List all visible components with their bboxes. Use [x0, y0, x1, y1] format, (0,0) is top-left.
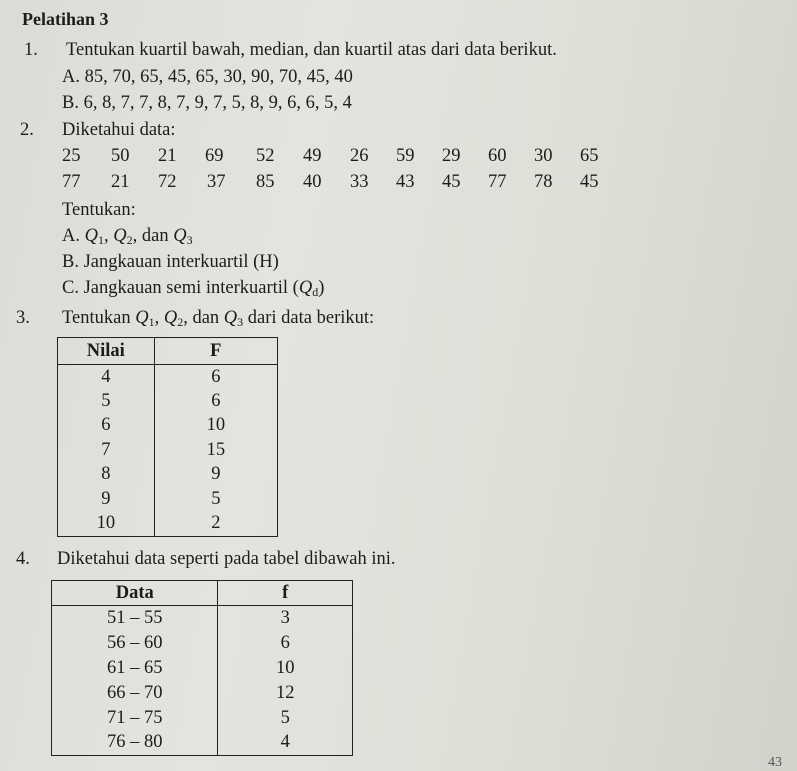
- q-symbol: Q: [84, 226, 98, 246]
- table-row: [52, 681, 353, 706]
- comma: ,: [104, 226, 114, 246]
- data-value: 69: [205, 146, 224, 166]
- header-f: F: [154, 338, 277, 365]
- table-row: [58, 365, 278, 390]
- table-row: [58, 463, 278, 488]
- q3-text: [62, 308, 374, 330]
- interval-cell: 66 – 70: [52, 681, 218, 706]
- option-c-suffix: ): [318, 278, 325, 298]
- f-cell: 3: [218, 606, 353, 631]
- header-nilai: Nilai: [58, 338, 155, 365]
- q2-number: 2.: [20, 120, 34, 140]
- f-cell: 6: [154, 389, 277, 414]
- nilai-cell: 6: [58, 414, 155, 439]
- f-cell: 10: [218, 656, 353, 681]
- table-row: [52, 731, 353, 756]
- q3-number: 3.: [16, 308, 30, 328]
- data-value: 25: [62, 146, 81, 166]
- f-cell: 9: [154, 463, 277, 488]
- interval-cell: 51 – 55: [52, 606, 218, 631]
- table-row: [58, 438, 278, 463]
- f-cell: 2: [154, 512, 277, 537]
- header-f: f: [218, 581, 353, 606]
- q3-prefix: Tentukan: [62, 308, 136, 328]
- data-value: 85: [256, 172, 275, 192]
- q3-table: [57, 337, 278, 537]
- f-cell: 15: [154, 438, 277, 463]
- q-symbol: Q: [223, 308, 238, 328]
- data-value: 37: [207, 172, 226, 192]
- option-a-prefix: A.: [62, 226, 80, 246]
- q-symbol: Q: [173, 226, 187, 246]
- q-subscript: 2: [177, 315, 184, 329]
- interval-cell: 76 – 80: [52, 731, 218, 756]
- option-c-prefix: C. Jangkauan semi interkuartil (: [62, 278, 299, 298]
- f-cell: 5: [218, 706, 353, 731]
- dan-text: , dan: [132, 226, 174, 246]
- nilai-cell: 7: [58, 438, 155, 463]
- table-row: [52, 706, 353, 731]
- f-cell: 6: [154, 365, 277, 390]
- data-value: 29: [442, 146, 461, 166]
- data-value: 78: [534, 172, 553, 192]
- data-value: 43: [396, 172, 415, 192]
- data-value: 77: [62, 172, 81, 192]
- page-number: 43: [768, 755, 782, 770]
- data-value: 45: [442, 172, 461, 192]
- table-row: [58, 414, 278, 439]
- nilai-cell: 4: [58, 365, 155, 390]
- data-value: 45: [580, 172, 599, 192]
- table-row: [58, 512, 278, 537]
- nilai-cell: 8: [58, 463, 155, 488]
- q4-text: Diketahui data seperti pada tabel dibawah ini.: [57, 549, 396, 569]
- q1-option-a: A. 85, 70, 65, 45, 65, 30, 90, 70, 45, 40: [62, 67, 353, 87]
- f-cell: 4: [218, 731, 353, 756]
- table-row: [58, 389, 278, 414]
- data-value: 65: [580, 146, 599, 166]
- q3-suffix: dari data berikut:: [243, 308, 375, 328]
- nilai-cell: 10: [58, 512, 155, 537]
- q2-tentukan: Tentukan:: [62, 200, 136, 220]
- q-subscript: 2: [126, 233, 133, 247]
- q2-option-b: B. Jangkauan interkuartil (H): [62, 252, 279, 272]
- data-value: 60: [488, 146, 507, 166]
- interval-cell: 56 – 60: [52, 631, 218, 656]
- f-cell: 10: [154, 414, 277, 439]
- dan-text: , dan: [183, 308, 224, 328]
- q2-option-c: [62, 278, 324, 300]
- f-cell: 5: [154, 487, 277, 512]
- data-value: 77: [488, 172, 507, 192]
- q1-text: Tentukan kuartil bawah, median, dan kuartil atas dari data berikut.: [66, 40, 557, 60]
- q1-number: 1.: [24, 40, 38, 60]
- data-value: 33: [350, 172, 369, 192]
- q-subscript: d: [312, 285, 319, 299]
- data-value: 21: [158, 146, 177, 166]
- data-value: 50: [111, 146, 130, 166]
- page-heading: Pelatihan 3: [22, 9, 109, 29]
- interval-cell: 71 – 75: [52, 706, 218, 731]
- table-row: [52, 606, 353, 631]
- table-row: [58, 487, 278, 512]
- q-symbol: Q: [298, 278, 313, 298]
- q-subscript: 3: [237, 315, 244, 329]
- nilai-cell: 9: [58, 487, 155, 512]
- q2-data-row-2: [0, 172, 797, 196]
- header-data: Data: [52, 581, 218, 606]
- data-value: 52: [256, 146, 275, 166]
- q-subscript: 3: [186, 233, 193, 247]
- nilai-cell: 5: [58, 389, 155, 414]
- q2-data-row-1: [0, 146, 797, 170]
- comma: ,: [154, 308, 164, 328]
- data-value: 21: [111, 172, 130, 192]
- q2-option-a: [62, 226, 193, 248]
- q4-table: [51, 580, 353, 756]
- interval-cell: 61 – 65: [52, 656, 218, 681]
- data-value: 59: [396, 146, 415, 166]
- q-subscript: 1: [98, 233, 104, 247]
- q2-text: Diketahui data:: [62, 120, 176, 140]
- table-row: [52, 656, 353, 681]
- f-cell: 12: [218, 681, 353, 706]
- data-value: 26: [350, 146, 369, 166]
- q1-option-b: B. 6, 8, 7, 7, 8, 7, 9, 7, 5, 8, 9, 6, 6, 5, 4: [62, 93, 352, 113]
- q-symbol: Q: [135, 308, 149, 328]
- table-row: [52, 631, 353, 656]
- data-value: 72: [158, 172, 177, 192]
- data-value: 40: [303, 172, 322, 192]
- data-value: 49: [303, 146, 322, 166]
- q4-number: 4.: [16, 549, 30, 569]
- q-symbol: Q: [113, 226, 127, 246]
- q-symbol: Q: [163, 308, 178, 328]
- data-value: 30: [534, 146, 553, 166]
- q-subscript: 1: [148, 315, 155, 329]
- f-cell: 6: [218, 631, 353, 656]
